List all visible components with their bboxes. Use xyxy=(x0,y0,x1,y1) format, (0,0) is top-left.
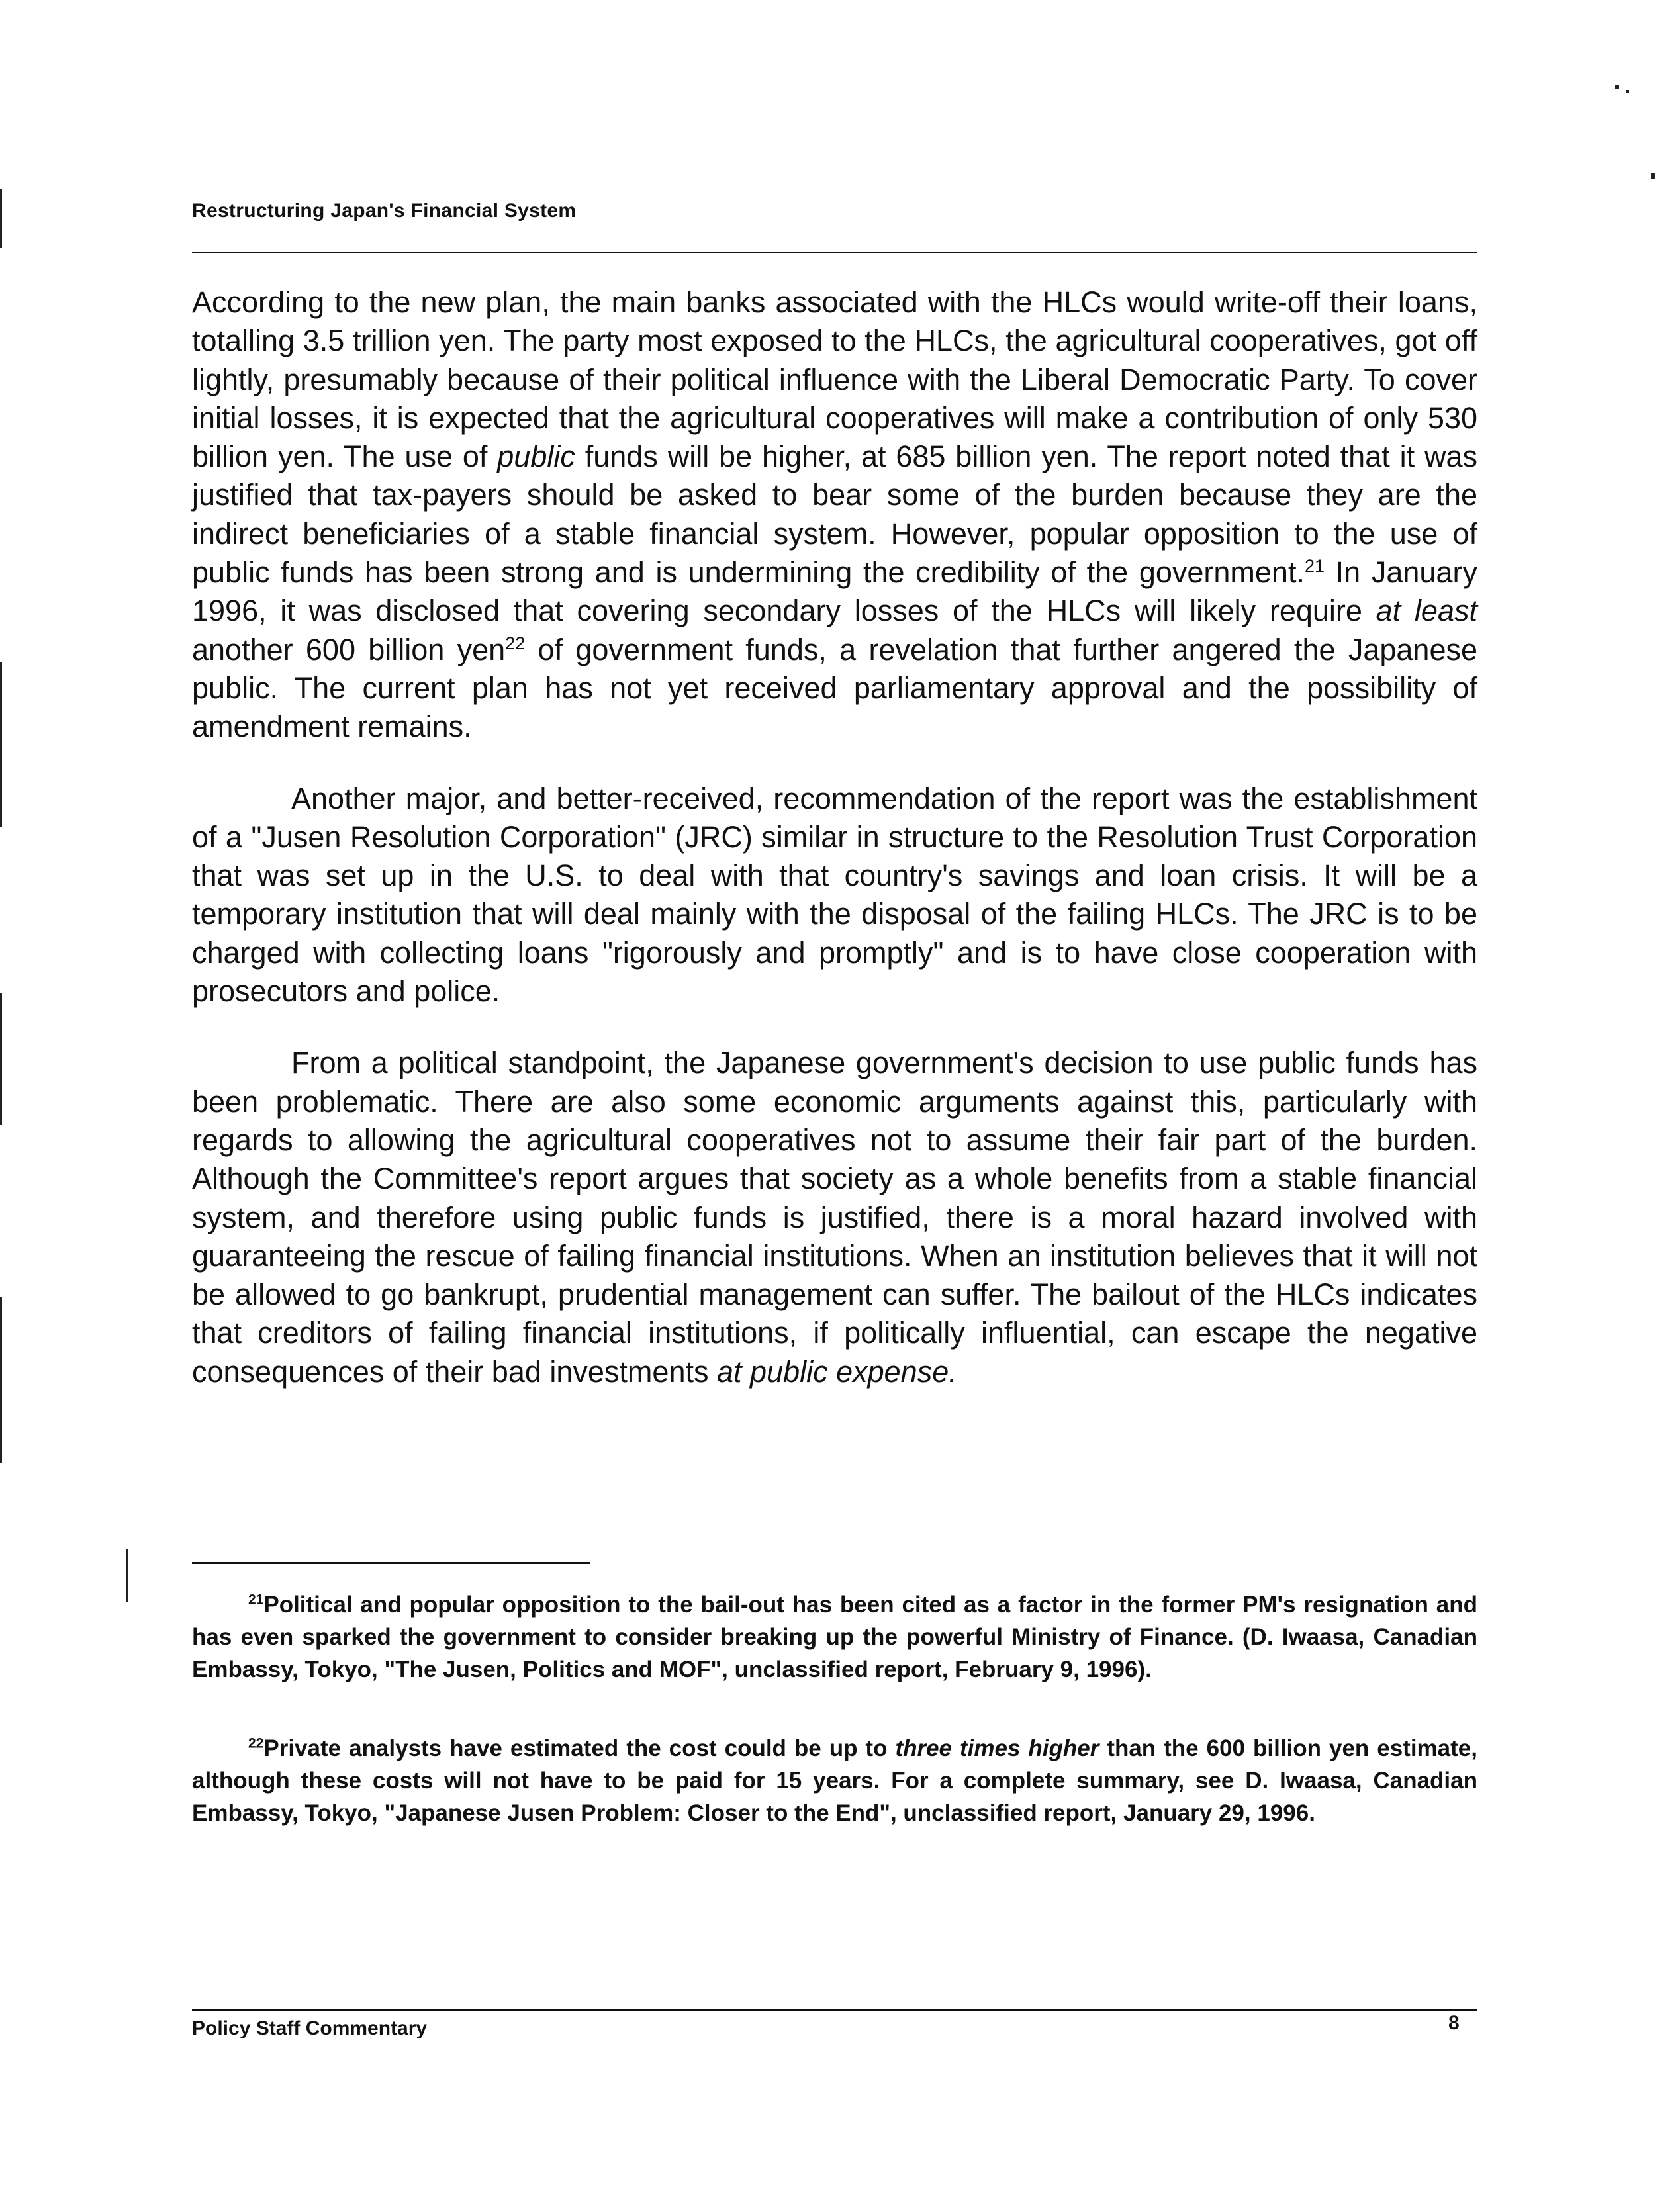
body-text xyxy=(192,283,1477,1424)
paragraph-1-text: In January 1996, it was disclosed that covering secondary losses of the HLCs will likely require xyxy=(192,555,1477,628)
footnote-22-number: 22 xyxy=(248,1735,264,1751)
paragraph-1-emphasis-public: public xyxy=(497,439,575,474)
paragraph-3-text: From a political standpoint, the Japanese government's decision to use public funds has been problematic. There are also some economic arguments against this, particularly with regards to allowing the agricultural cooperatives not to assume their fair part of the burden. Although the Committee's report argues that society as a whole benefits from a stable financial system, and therefore using public funds is justified, there is a moral hazard involved with guaranteeing the rescue of failing financial institutions. When an institution believes that it will not be allowed to go bankrupt, prudential management can suffer. The bailout of the HLCs indicates that creditors of failing financial institutions, if politically influential, can escape the negative consequences of their bad investments xyxy=(192,1046,1477,1389)
footnote-21-text: Political and popular opposition to the bail-out has been cited as a factor in the former PM's resignation and has even sparked the government to consider breaking up the powerful Ministry of Finance. (D. Iwaasa, Canadian Embassy, Tokyo, "The Jusen, Politics and MOF", unclassified report, February 9, 1996). xyxy=(192,1592,1477,1682)
footnote-21-number: 21 xyxy=(248,1592,264,1608)
paragraph-1-text: funds will be higher, at 685 billion yen. The report noted that it was justified that tax-payers should be asked to bear some of the burden because they are the indirect beneficiaries of a stable financial system. However, popular opposition to the use of public funds has been strong and is undermining the credibility of the government. xyxy=(192,439,1478,590)
margin-mark xyxy=(1626,90,1629,93)
running-footer: Policy Staff Commentary xyxy=(192,2017,428,2039)
footnote-21 xyxy=(192,1588,1477,1686)
footnote-separator xyxy=(192,1562,590,1564)
margin-mark xyxy=(0,993,2,1125)
footnote-22 xyxy=(192,1732,1477,1829)
footnote-22-text: Private analysts have estimated the cost could be up to xyxy=(263,1735,896,1761)
footer-rule xyxy=(192,2009,1477,2011)
margin-mark xyxy=(1615,85,1619,89)
paragraph-1-text: another 600 billion yen xyxy=(192,632,506,666)
margin-mark xyxy=(0,662,2,827)
footnote-ref-21: 21 xyxy=(1304,556,1325,576)
paragraph-3-emphasis: at public expense. xyxy=(716,1354,957,1389)
paragraph-1-emphasis-at-least: at least xyxy=(1376,594,1477,628)
paragraph-1-text: of government funds, a revelation that further angered the Japanese public. The current plan has not yet received parliamentary approval and the possibility of amendment remains. xyxy=(192,632,1477,744)
footnote-ref-22: 22 xyxy=(505,633,526,653)
margin-mark xyxy=(0,189,2,248)
footnote-22-text: than the 600 billion yen estimate, although these costs will not have to be paid for 15 years. For a complete summary, see D. Iwaasa, Canadian Embassy, Tokyo, "Japanese Jusen Problem: Closer to the End", unclassified report, January 29, 1996. xyxy=(192,1735,1477,1826)
footnotes xyxy=(192,1588,1477,1876)
paragraph-2: Another major, and better-received, recommendation of the report was the establishment of a "Jusen Resolution Corporation" (JRC) similar in structure to the Resolution Trust Corporation that was set up in the U.S. to deal with that country's savings and loan crisis. It will be a temporary institution that will deal mainly with the disposal of the failing HLCs. The JRC is to be charged with collecting loans "rigorously and promptly" and is to have close cooperation with prosecutors and police. xyxy=(192,781,1477,1009)
margin-mark xyxy=(1651,173,1655,179)
running-header: Restructuring Japan's Financial System xyxy=(192,200,577,222)
margin-mark xyxy=(126,1549,128,1602)
paragraph-1 xyxy=(192,283,1477,747)
footnote-22-emphasis: three times higher xyxy=(895,1735,1099,1761)
margin-mark xyxy=(0,1297,2,1463)
header-rule xyxy=(192,252,1477,253)
page-number: 8 xyxy=(1448,2012,1460,2034)
paragraph-3 xyxy=(192,1044,1477,1391)
paragraph-1-text: According to the new plan, the main banks associated with the HLCs would write-off their loans, totalling 3.5 trillion yen. The party most exposed to the HLCs, the agricultural cooperatives, got off lightly, presumably because of their political influence with the Liberal Democratic Party. To cover initial losses, it is expected that the agricultural cooperatives will make a contribution of only 530 billion yen. The use of xyxy=(192,285,1477,474)
